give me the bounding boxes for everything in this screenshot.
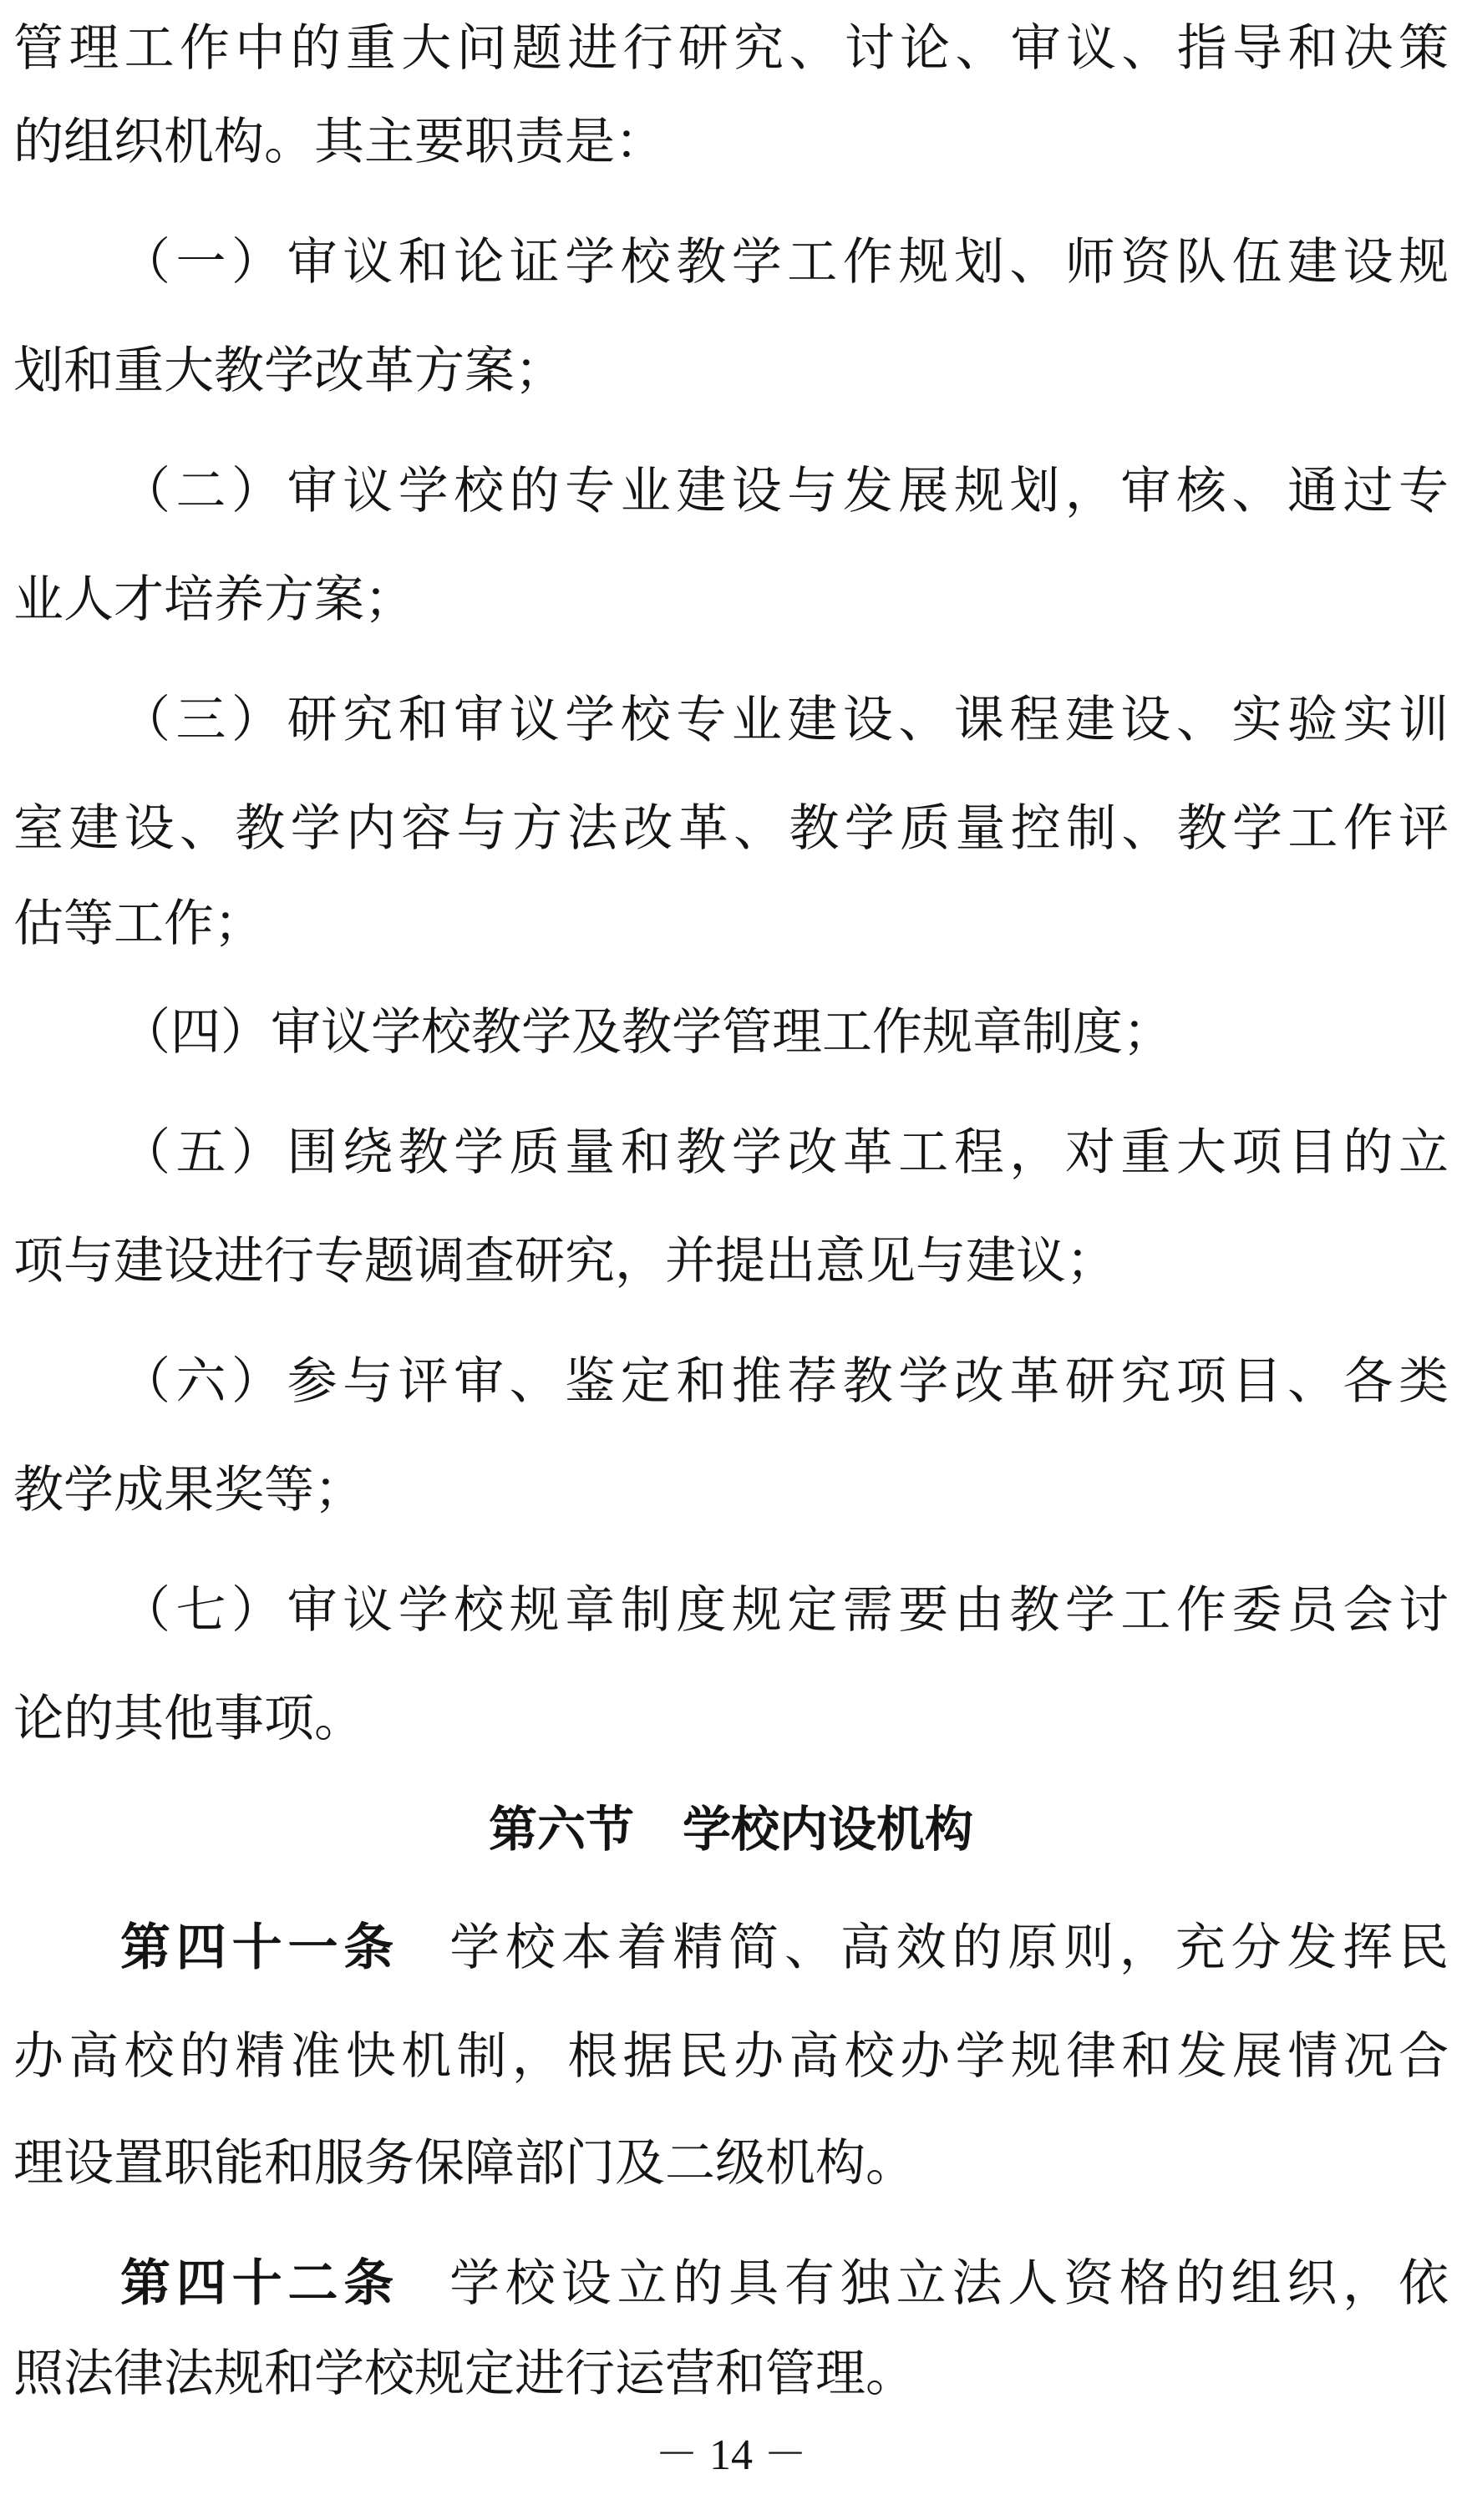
clause-3-line-3: 估等工作； xyxy=(13,895,264,953)
article-41-line-3: 理设置职能和服务保障部门及二级机构。 xyxy=(13,2134,916,2193)
article-41-label: 第四十一条 xyxy=(120,1919,400,1977)
text-line-2: 的组织机构。其主要职责是： xyxy=(13,113,665,171)
clause-5-line-2: 项与建设进行专题调查研究，并提出意见与建议； xyxy=(13,1232,1116,1290)
clause-6-line-1: （六）参与评审、鉴定和推荐教学改革研究项目、各类 xyxy=(120,1352,1449,1411)
article-42-line-1 xyxy=(0,2234,1462,2334)
clause-1-line-2: 划和重大教学改革方案； xyxy=(13,342,565,400)
article-41-text: 学校本着精简、高效的原则，充分发挥民 xyxy=(449,1919,1449,1977)
text-line-1: 管理工作中的重大问题进行研究、讨论、审议、指导和决策 xyxy=(13,19,1449,78)
clause-7-line-2: 论的其他事项。 xyxy=(13,1690,364,1748)
clause-3-line-1: （三）研究和审议学校专业建设、课程建设、实验实训 xyxy=(120,691,1449,749)
clause-6-line-2: 教学成果奖等； xyxy=(13,1461,364,1519)
article-41-line-1 xyxy=(0,1898,1462,1998)
clause-2-line-2: 业人才培养方案； xyxy=(13,570,414,629)
page-number: － 14 － xyxy=(654,2431,807,2479)
article-42-label: 第四十二条 xyxy=(120,2254,400,2313)
clause-5-line-1: （五）围绕教学质量和教学改革工程，对重大项目的立 xyxy=(120,1123,1449,1182)
clause-4-line-1: （四）审议学校教学及教学管理工作规章制度； xyxy=(120,1003,1173,1062)
clause-2-line-1: （二）审议学校的专业建设与发展规划，审核、通过专 xyxy=(120,462,1449,520)
clause-7-line-1: （七）审议学校规章制度规定需要由教学工作委员会讨 xyxy=(120,1581,1449,1640)
clause-3-line-2: 室建设、教学内容与方法改革、教学质量控制、教学工作评 xyxy=(13,799,1449,858)
section-heading: 第六节 学校内设机构 xyxy=(488,1801,973,1858)
clause-1-line-1: （一）审议和论证学校教学工作规划、师资队伍建设规 xyxy=(120,233,1449,292)
article-41-line-2: 办高校的精准快机制，根据民办高校办学规律和发展情况合 xyxy=(13,2027,1449,2086)
article-42-line-2: 照法律法规和学校规定进行运营和管理。 xyxy=(13,2345,916,2403)
article-42-text: 学校设立的具有独立法人资格的组织，依 xyxy=(449,2254,1449,2313)
